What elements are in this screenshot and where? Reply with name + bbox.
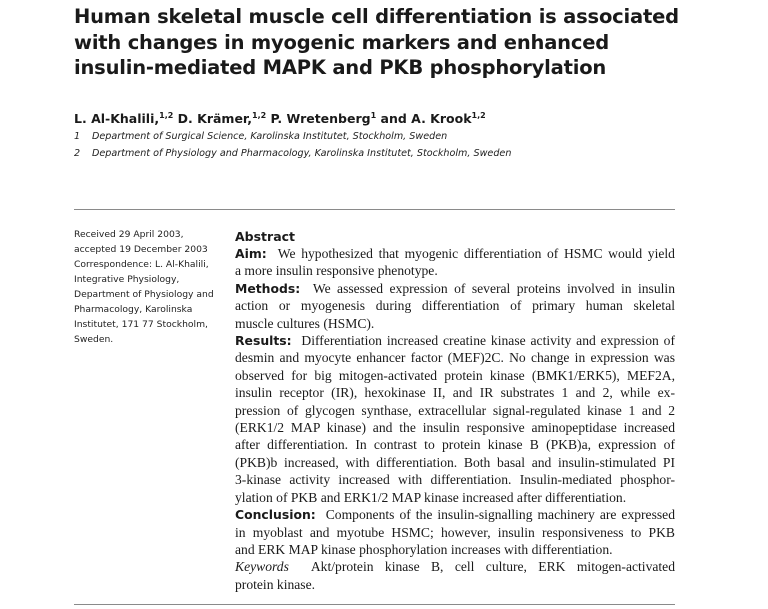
results-label: Results: — [235, 333, 292, 349]
article-title — [74, 4, 714, 81]
conclusion-label: Conclusion: — [235, 507, 316, 523]
abstract-methods — [235, 280, 675, 332]
affiliation-number: 1 — [74, 131, 81, 142]
affiliation-text: Department of Physiology and Pharmacology, Karolinska Institutet, Stockholm, Sweden — [92, 148, 512, 159]
abstract-line: muscle cultures (HSMC). — [235, 315, 375, 331]
author-affiliation-mark: 1 — [370, 111, 377, 120]
abstract-line — [235, 245, 675, 262]
abstract-aim — [235, 245, 675, 280]
sidebar-line: Integrative Physiology, — [74, 274, 180, 285]
affiliation-number: 2 — [74, 148, 81, 159]
abstract-line: (PKB)b increased, with differentiation. Both basal and insulin-stimulated PI — [235, 454, 675, 470]
abstract-line: in myoblast and myotube HSMC; however, insulin responsiveness to PKB — [235, 524, 675, 540]
author-name: and A. Krook — [380, 111, 472, 126]
sidebar-line: Institutet, 171 77 Stockholm, — [74, 319, 208, 330]
abstract-line — [235, 332, 675, 349]
abstract-results — [235, 332, 675, 506]
abstract-line: and ERK MAP kinase phosphorylation increases with differentiation. — [235, 541, 613, 557]
affiliation-text: Department of Surgical Science, Karolinska Institutet, Stockholm, Sweden — [92, 131, 448, 142]
top-divider — [74, 209, 675, 210]
author-affiliation-mark: 1,2 — [252, 111, 267, 120]
author-name: D. Krämer, — [177, 111, 252, 126]
affiliation-2 — [74, 148, 511, 160]
keywords-label: Keywords — [235, 559, 289, 575]
abstract-keywords — [235, 558, 675, 593]
bottom-divider — [74, 604, 675, 605]
methods-text: We assessed expression of several proteins involved in insulin — [312, 280, 675, 296]
sidebar-line: Pharmacology, Karolinska — [74, 304, 193, 315]
title-line: Human skeletal muscle cell differentiation is associated — [74, 5, 679, 28]
abstract-line — [235, 558, 675, 575]
sidebar-line: Received 29 April 2003, — [74, 229, 184, 240]
article-info-sidebar — [74, 227, 220, 347]
abstract-line: ylation of PKB and ERK1/2 MAP kinase increased after differentiation. — [235, 489, 627, 505]
author-affiliation-mark: 1,2 — [159, 111, 174, 120]
title-line: with changes in myogenic markers and enhanced — [74, 30, 609, 54]
author-name: L. Al-Khalili, — [74, 111, 160, 126]
abstract-line — [235, 280, 675, 297]
abstract-line: observed for big mitogen-activated protein kinase (BMK1/ERK5), MEF2A, — [235, 367, 675, 383]
methods-label: Methods: — [235, 280, 301, 296]
abstract-line: action or myogenesis during differentiation of primary human skeletal — [235, 298, 675, 314]
results-text: Differentiation increased creatine kinase activity and expression of — [301, 333, 675, 349]
keywords-text: Akt/protein kinase B, cell culture, ERK mitogen-activated — [310, 559, 676, 575]
abstract-line — [235, 506, 675, 523]
affiliation-1 — [74, 131, 447, 143]
author-name: P. Wretenberg — [270, 111, 371, 126]
conclusion-text: Components of the insulin-signalling machinery are expressed — [325, 507, 676, 523]
abstract-line: after differentiation. In contrast to protein kinase B (PKB)a, expression of — [235, 437, 675, 453]
abstract — [235, 228, 675, 593]
author-affiliation-mark: 1,2 — [471, 111, 486, 120]
sidebar-line: Department of Physiology and — [74, 289, 214, 300]
abstract-line: a more insulin responsive phenotype. — [235, 263, 438, 279]
aim-text: We hypothesized that myogenic differentiation of HSMC would yield — [277, 246, 675, 261]
title-line: insulin-mediated MAPK and PKB phosphorylation — [74, 56, 607, 79]
abstract-line: 3-kinase activity increased with differentiation. Insulin-mediated phosphor- — [235, 472, 675, 488]
abstract-line: pression of glycogen synthase, extracellular signal-regulated kinase 1 and 2 — [235, 402, 675, 418]
abstract-line: protein kinase. — [235, 576, 316, 592]
abstract-line: insulin receptor (IR), hexokinase II, and IR substrates 1 and 2, while ex- — [235, 385, 675, 401]
sidebar-line: accepted 19 December 2003 — [74, 244, 208, 255]
sidebar-line: Correspondence: L. Al-Khalili, — [74, 259, 209, 270]
abstract-line: desmin and myocyte enhancer factor (MEF)2C. No change in expression was — [235, 350, 675, 366]
author-list — [74, 111, 486, 127]
abstract-heading: Abstract — [235, 229, 296, 244]
abstract-line: (ERK1/2 MAP kinase) and the insulin responsive aminopeptidase increased — [235, 420, 675, 436]
aim-label: Aim: — [235, 246, 267, 261]
sidebar-line: Sweden. — [74, 334, 114, 345]
abstract-conclusion — [235, 506, 675, 558]
